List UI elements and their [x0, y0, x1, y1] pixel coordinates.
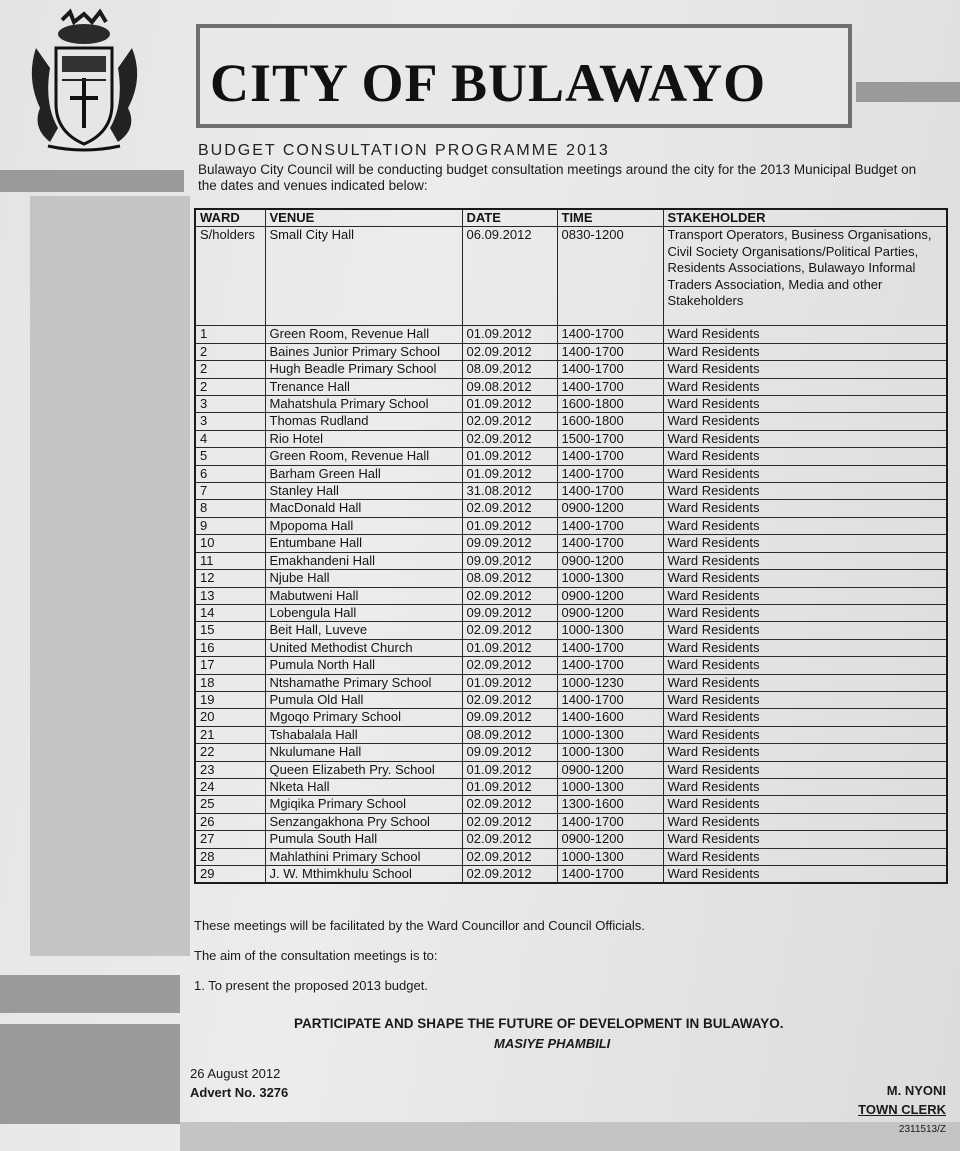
cell-ward: S/holders: [195, 227, 265, 326]
consultation-schedule-table: [194, 208, 948, 884]
cell-stakeholder: Transport Operators, Business Organisations, Civil Society Organisations/Political Parties, Residents Associations, Bulawayo Informal Traders Association, Media and other Stakeholders: [663, 227, 947, 326]
cell-stakeholder: Ward Residents: [663, 483, 947, 500]
table-row: [195, 535, 947, 552]
cell-ward: 15: [195, 622, 265, 639]
cell-stakeholder: Ward Residents: [663, 691, 947, 708]
cell-stakeholder: Ward Residents: [663, 570, 947, 587]
slogan: PARTICIPATE AND SHAPE THE FUTURE OF DEVELOPMENT IN BULAWAYO.: [294, 1016, 784, 1031]
cell-ward: 12: [195, 570, 265, 587]
table-row: [195, 465, 947, 482]
table-row: [195, 430, 947, 447]
cell-venue: Queen Elizabeth Pry. School: [265, 761, 462, 778]
cell-venue: Emakhandeni Hall: [265, 552, 462, 569]
cell-date: 01.09.2012: [462, 465, 557, 482]
table-row: [195, 709, 947, 726]
cell-date: 02.09.2012: [462, 413, 557, 430]
cell-time: 1400-1700: [557, 326, 663, 343]
cell-time: 1400-1700: [557, 657, 663, 674]
cell-date: 01.09.2012: [462, 761, 557, 778]
cell-ward: 2: [195, 343, 265, 360]
cell-time: 1600-1800: [557, 413, 663, 430]
cell-time: 0900-1200: [557, 604, 663, 621]
table-row: [195, 396, 947, 413]
cell-venue: Entumbane Hall: [265, 535, 462, 552]
cell-time: 1400-1700: [557, 465, 663, 482]
cell-ward: 4: [195, 430, 265, 447]
cell-venue: Green Room, Revenue Hall: [265, 448, 462, 465]
header-date: DATE: [462, 209, 557, 227]
table-row: [195, 378, 947, 395]
cell-date: 09.09.2012: [462, 552, 557, 569]
table-row: [195, 343, 947, 360]
page-title: CITY OF BULAWAYO: [210, 53, 767, 113]
cell-venue: MacDonald Hall: [265, 500, 462, 517]
table-row: [195, 674, 947, 691]
cell-venue: Stanley Hall: [265, 483, 462, 500]
header-ward: WARD: [195, 209, 265, 227]
cell-stakeholder: Ward Residents: [663, 517, 947, 534]
signatory-name: M. NYONI: [886, 1083, 946, 1098]
cell-ward: 27: [195, 831, 265, 848]
shade-band-mid: [0, 975, 180, 1013]
table-row: [195, 587, 947, 604]
cell-time: 1400-1600: [557, 709, 663, 726]
table-row: [195, 361, 947, 378]
cell-stakeholder: Ward Residents: [663, 378, 947, 395]
cell-date: 01.09.2012: [462, 517, 557, 534]
coat-of-arms-icon: [22, 8, 147, 153]
cell-date: 02.09.2012: [462, 796, 557, 813]
cell-time: 1000-1300: [557, 848, 663, 865]
cell-date: 31.08.2012: [462, 483, 557, 500]
cell-ward: 7: [195, 483, 265, 500]
cell-time: 1000-1300: [557, 570, 663, 587]
cell-venue: Small City Hall: [265, 227, 462, 326]
cell-stakeholder: Ward Residents: [663, 413, 947, 430]
cell-venue: Pumula South Hall: [265, 831, 462, 848]
table-header-row: [195, 209, 947, 227]
cell-time: 1400-1700: [557, 813, 663, 830]
cell-time: 1000-1230: [557, 674, 663, 691]
cell-time: 1600-1800: [557, 396, 663, 413]
cell-time: 0900-1200: [557, 831, 663, 848]
cell-stakeholder: Ward Residents: [663, 831, 947, 848]
table-row: [195, 570, 947, 587]
cell-venue: Mgoqo Primary School: [265, 709, 462, 726]
cell-date: 01.09.2012: [462, 326, 557, 343]
table-row: [195, 604, 947, 621]
cell-stakeholder: Ward Residents: [663, 796, 947, 813]
cell-date: 02.09.2012: [462, 691, 557, 708]
table-row: [195, 657, 947, 674]
cell-stakeholder: Ward Residents: [663, 744, 947, 761]
cell-stakeholder: Ward Residents: [663, 604, 947, 621]
cell-stakeholder: Ward Residents: [663, 465, 947, 482]
table-row: [195, 413, 947, 430]
cell-stakeholder: Ward Residents: [663, 674, 947, 691]
cell-ward: 16: [195, 639, 265, 656]
signatory-title: TOWN CLERK: [858, 1102, 946, 1117]
table-row: [195, 726, 947, 743]
cell-venue: Pumula North Hall: [265, 657, 462, 674]
cell-ward: 20: [195, 709, 265, 726]
cell-ward: 8: [195, 500, 265, 517]
cell-venue: Barham Green Hall: [265, 465, 462, 482]
cell-time: 0830-1200: [557, 227, 663, 326]
aim-item-1: 1. To present the proposed 2013 budget.: [194, 978, 428, 993]
cell-venue: Ntshamathe Primary School: [265, 674, 462, 691]
cell-time: 1400-1700: [557, 483, 663, 500]
cell-venue: Pumula Old Hall: [265, 691, 462, 708]
cell-time: 0900-1200: [557, 552, 663, 569]
cell-ward: 3: [195, 396, 265, 413]
cell-venue: Baines Junior Primary School: [265, 343, 462, 360]
table-row: [195, 552, 947, 569]
cell-time: 1400-1700: [557, 343, 663, 360]
reference-code: 2311513/Z: [898, 1124, 946, 1135]
cell-time: 1300-1600: [557, 796, 663, 813]
cell-time: 1400-1700: [557, 639, 663, 656]
cell-stakeholder: Ward Residents: [663, 587, 947, 604]
cell-date: 08.09.2012: [462, 361, 557, 378]
shade-band-right: [856, 82, 960, 102]
cell-venue: Nketa Hall: [265, 778, 462, 795]
shade-band-left: [30, 196, 190, 956]
cell-time: 1400-1700: [557, 535, 663, 552]
cell-ward: 26: [195, 813, 265, 830]
cell-date: 01.09.2012: [462, 448, 557, 465]
table-row: [195, 848, 947, 865]
cell-ward: 14: [195, 604, 265, 621]
table-row: [195, 448, 947, 465]
notice-date: 26 August 2012: [190, 1066, 281, 1081]
cell-date: 02.09.2012: [462, 430, 557, 447]
cell-date: 01.09.2012: [462, 396, 557, 413]
cell-time: 1000-1300: [557, 744, 663, 761]
cell-venue: Mahatshula Primary School: [265, 396, 462, 413]
cell-venue: Green Room, Revenue Hall: [265, 326, 462, 343]
cell-date: 08.09.2012: [462, 726, 557, 743]
cell-time: 1500-1700: [557, 430, 663, 447]
cell-stakeholder: Ward Residents: [663, 726, 947, 743]
cell-ward: 21: [195, 726, 265, 743]
table-row: [195, 796, 947, 813]
cell-ward: 19: [195, 691, 265, 708]
cell-time: 1000-1300: [557, 726, 663, 743]
cell-venue: J. W. Mthimkhulu School: [265, 866, 462, 884]
motto: MASIYE PHAMBILI: [494, 1036, 611, 1051]
cell-date: 02.09.2012: [462, 848, 557, 865]
cell-venue: Mabutweni Hall: [265, 587, 462, 604]
cell-venue: Nkulumane Hall: [265, 744, 462, 761]
cell-stakeholder: Ward Residents: [663, 813, 947, 830]
cell-stakeholder: Ward Residents: [663, 361, 947, 378]
header-time: TIME: [557, 209, 663, 227]
cell-venue: United Methodist Church: [265, 639, 462, 656]
cell-venue: Thomas Rudland: [265, 413, 462, 430]
cell-stakeholder: Ward Residents: [663, 778, 947, 795]
cell-venue: Tshabalala Hall: [265, 726, 462, 743]
cell-venue: Hugh Beadle Primary School: [265, 361, 462, 378]
cell-time: 0900-1200: [557, 500, 663, 517]
table-row: [195, 691, 947, 708]
cell-date: 09.09.2012: [462, 709, 557, 726]
cell-date: 02.09.2012: [462, 500, 557, 517]
cell-time: 0900-1200: [557, 761, 663, 778]
table-row: [195, 227, 947, 326]
cell-date: 06.09.2012: [462, 227, 557, 326]
cell-venue: Trenance Hall: [265, 378, 462, 395]
cell-stakeholder: Ward Residents: [663, 709, 947, 726]
cell-ward: 18: [195, 674, 265, 691]
cell-venue: Lobengula Hall: [265, 604, 462, 621]
cell-ward: 13: [195, 587, 265, 604]
cell-date: 09.08.2012: [462, 378, 557, 395]
header-stakeholder: STAKEHOLDER: [663, 209, 947, 227]
cell-date: 02.09.2012: [462, 657, 557, 674]
cell-time: 1400-1700: [557, 378, 663, 395]
cell-date: 01.09.2012: [462, 778, 557, 795]
cell-stakeholder: Ward Residents: [663, 639, 947, 656]
cell-stakeholder: Ward Residents: [663, 430, 947, 447]
cell-ward: 25: [195, 796, 265, 813]
cell-date: 02.09.2012: [462, 622, 557, 639]
aim-intro: The aim of the consultation meetings is to:: [194, 948, 438, 963]
cell-stakeholder: Ward Residents: [663, 657, 947, 674]
cell-stakeholder: Ward Residents: [663, 848, 947, 865]
header-venue: VENUE: [265, 209, 462, 227]
cell-venue: Beit Hall, Luveve: [265, 622, 462, 639]
cell-venue: Mahlathini Primary School: [265, 848, 462, 865]
table-row: [195, 639, 947, 656]
facilitation-note: These meetings will be facilitated by the Ward Councillor and Council Officials.: [194, 918, 645, 933]
cell-date: 02.09.2012: [462, 813, 557, 830]
cell-date: 09.09.2012: [462, 535, 557, 552]
cell-date: 01.09.2012: [462, 674, 557, 691]
cell-ward: 1: [195, 326, 265, 343]
cell-stakeholder: Ward Residents: [663, 761, 947, 778]
cell-venue: Senzangakhona Pry School: [265, 813, 462, 830]
cell-ward: 29: [195, 866, 265, 884]
cell-ward: 2: [195, 378, 265, 395]
intro-paragraph: Bulawayo City Council will be conducting budget consultation meetings around the city for the 2013 Municipal Budget on the dates and venues indicated below:: [198, 162, 917, 193]
cell-time: 1400-1700: [557, 517, 663, 534]
cell-time: 1000-1300: [557, 622, 663, 639]
cell-ward: 11: [195, 552, 265, 569]
advert-number: Advert No. 3276: [190, 1085, 289, 1100]
cell-ward: 5: [195, 448, 265, 465]
cell-time: 1400-1700: [557, 866, 663, 884]
cell-stakeholder: Ward Residents: [663, 396, 947, 413]
cell-venue: Mpopoma Hall: [265, 517, 462, 534]
cell-ward: 23: [195, 761, 265, 778]
cell-date: 01.09.2012: [462, 639, 557, 656]
cell-ward: 2: [195, 361, 265, 378]
cell-ward: 24: [195, 778, 265, 795]
cell-date: 02.09.2012: [462, 866, 557, 884]
cell-stakeholder: Ward Residents: [663, 343, 947, 360]
table-row: [195, 813, 947, 830]
cell-date: 02.09.2012: [462, 831, 557, 848]
cell-ward: 6: [195, 465, 265, 482]
cell-date: 02.09.2012: [462, 343, 557, 360]
table-row: [195, 831, 947, 848]
cell-time: 1000-1300: [557, 778, 663, 795]
cell-stakeholder: Ward Residents: [663, 866, 947, 884]
cell-ward: 22: [195, 744, 265, 761]
cell-ward: 28: [195, 848, 265, 865]
cell-time: 0900-1200: [557, 587, 663, 604]
cell-venue: Rio Hotel: [265, 430, 462, 447]
cell-date: 02.09.2012: [462, 587, 557, 604]
page-subtitle: BUDGET CONSULTATION PROGRAMME 2013: [198, 142, 610, 159]
table-row: [195, 517, 947, 534]
table-row: [195, 761, 947, 778]
cell-time: 1400-1700: [557, 691, 663, 708]
table-row: [195, 622, 947, 639]
table-row: [195, 483, 947, 500]
cell-venue: Mgiqika Primary School: [265, 796, 462, 813]
cell-stakeholder: Ward Residents: [663, 326, 947, 343]
shade-band-low: [0, 1024, 180, 1124]
cell-date: 09.09.2012: [462, 744, 557, 761]
cell-stakeholder: Ward Residents: [663, 500, 947, 517]
table-row: [195, 866, 947, 884]
cell-stakeholder: Ward Residents: [663, 535, 947, 552]
cell-date: 08.09.2012: [462, 570, 557, 587]
table-row: [195, 500, 947, 517]
shade-band-bottom: [180, 1122, 960, 1151]
cell-time: 1400-1700: [557, 361, 663, 378]
table-row: [195, 744, 947, 761]
cell-ward: 17: [195, 657, 265, 674]
cell-ward: 9: [195, 517, 265, 534]
cell-stakeholder: Ward Residents: [663, 552, 947, 569]
cell-stakeholder: Ward Residents: [663, 448, 947, 465]
cell-venue: Njube Hall: [265, 570, 462, 587]
cell-time: 1400-1700: [557, 448, 663, 465]
cell-ward: 10: [195, 535, 265, 552]
table-row: [195, 326, 947, 343]
table-row: [195, 778, 947, 795]
cell-stakeholder: Ward Residents: [663, 622, 947, 639]
cell-ward: 3: [195, 413, 265, 430]
cell-date: 09.09.2012: [462, 604, 557, 621]
shade-band-top: [0, 170, 184, 192]
